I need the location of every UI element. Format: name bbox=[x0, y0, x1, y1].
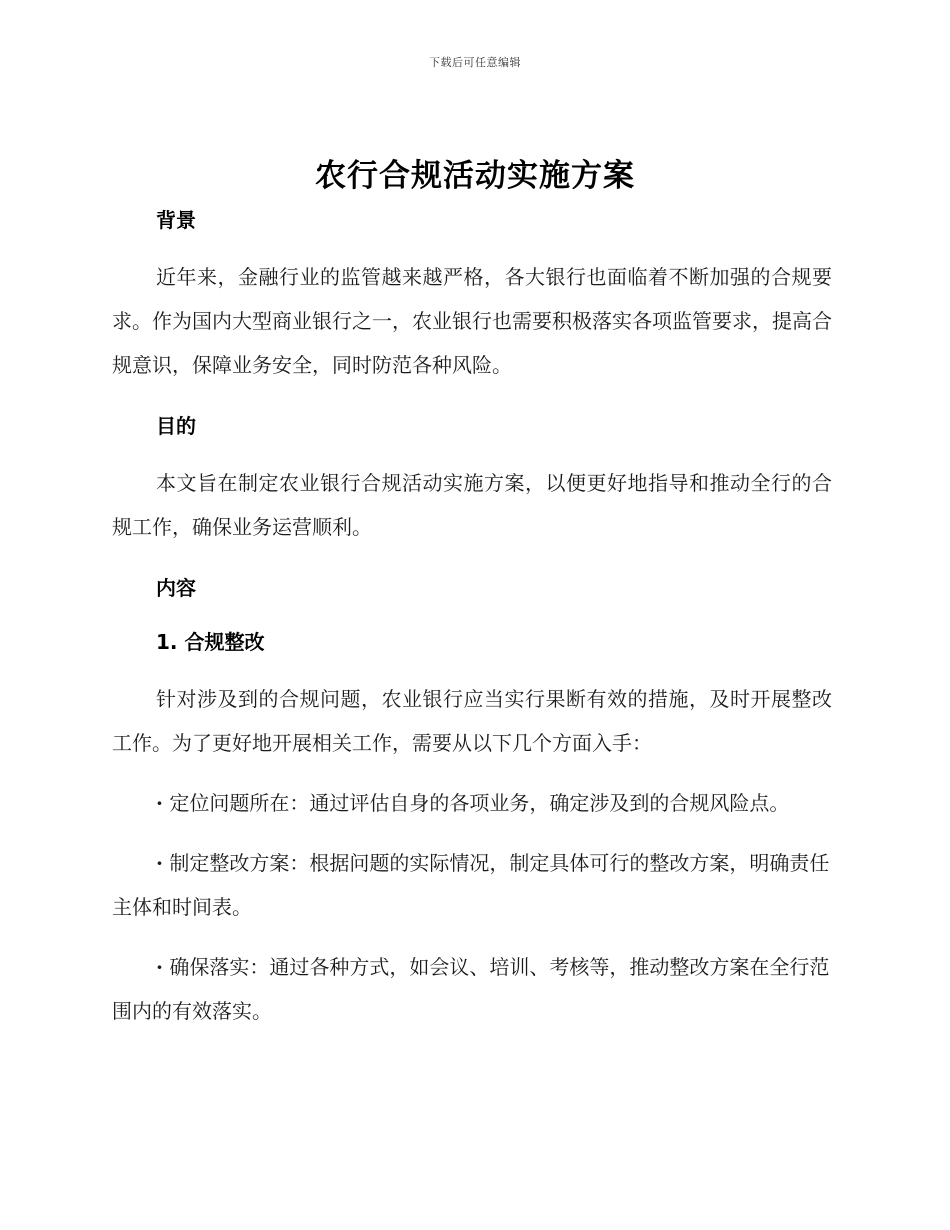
bullet-dot: · bbox=[156, 955, 163, 979]
paragraph-rectification-intro: 针对涉及到的合规问题，农业银行应当实行果断有效的措施，及时开展整改工作。为了更好地开展相关工作，需要从以下几个方面入手： bbox=[112, 687, 832, 755]
heading-background: 背景 bbox=[156, 208, 196, 232]
header-note: 下载后可任意编辑 bbox=[429, 56, 521, 69]
list-item bbox=[112, 841, 832, 929]
heading-content: 内容 bbox=[156, 576, 196, 600]
bullet-dot: · bbox=[156, 791, 163, 815]
paragraph-background: 近年来，金融行业的监管越来越严格，各大银行也面临着不断加强的合规要求。作为国内大型商业银行之一，农业银行也需要积极落实各项监管要求，提高合规意识，保障业务安全，同时防范各种风险。 bbox=[112, 265, 832, 377]
list-item-text: 制定整改方案：根据问题的实际情况，制定具体可行的整改方案，明确责任主体和时间表。 bbox=[112, 851, 830, 919]
bullet-dot: · bbox=[156, 851, 163, 875]
list-item-text: 定位问题所在：通过评估自身的各项业务，确定涉及到的合规风险点。 bbox=[169, 791, 790, 815]
list-item bbox=[112, 781, 832, 825]
list-item bbox=[112, 945, 832, 1033]
paragraph-purpose: 本文旨在制定农业银行合规活动实施方案，以便更好地指导和推动全行的合规工作，确保业务运营顺利。 bbox=[112, 471, 832, 539]
heading-compliance-rectification: 1. 合规整改 bbox=[156, 630, 265, 654]
list-item-text: 确保落实：通过各种方式，如会议、培训、考核等，推动整改方案在全行范围内的有效落实。 bbox=[112, 955, 830, 1023]
heading-purpose: 目的 bbox=[156, 414, 196, 438]
document-title: 农行合规活动实施方案 bbox=[315, 158, 635, 194]
document-body bbox=[112, 205, 832, 1033]
